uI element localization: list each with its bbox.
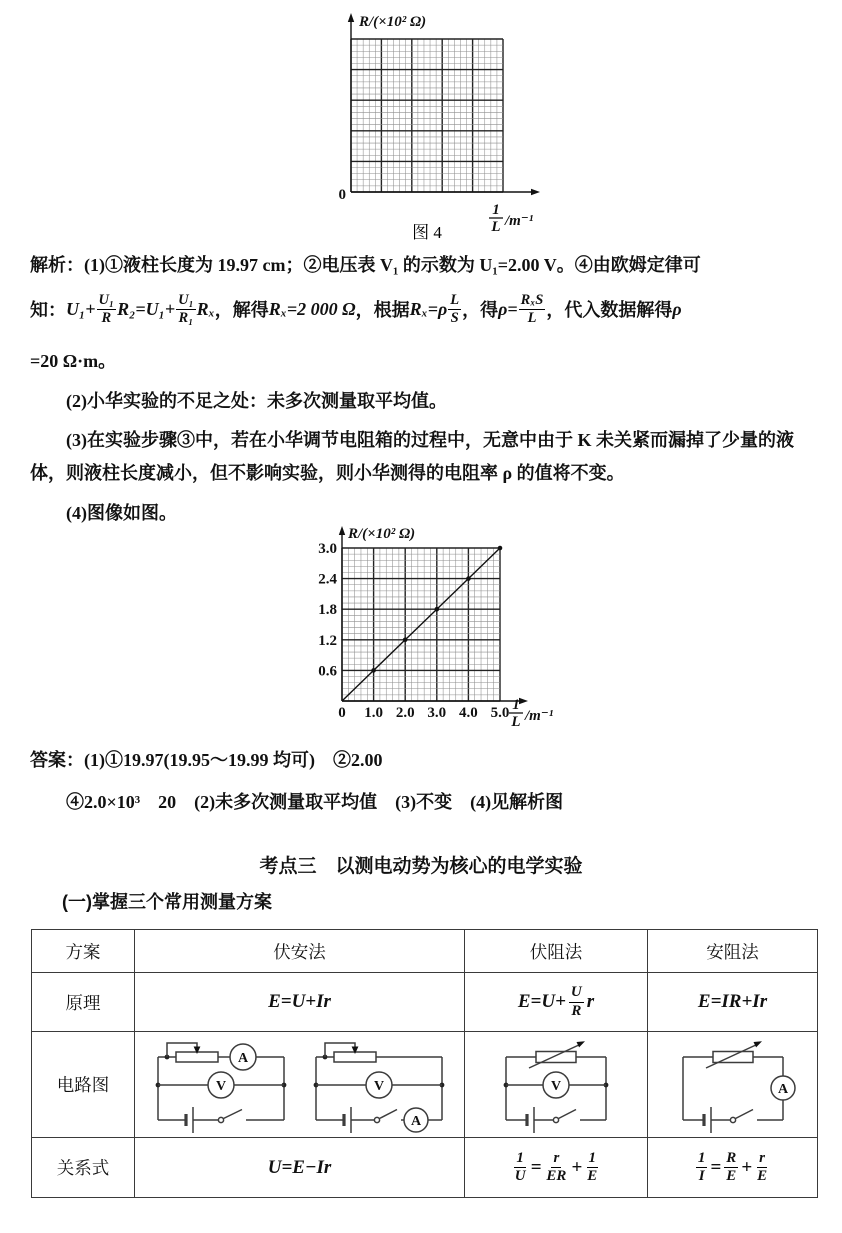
fraction: $\frac{r}{E}$	[757, 1149, 768, 1184]
circuit-voltammeter-external	[143, 1035, 299, 1135]
result-x-axis-label	[509, 697, 553, 730]
svg-text:3.0: 3.0	[427, 705, 447, 721]
solution-line1: 解析：(1)①液柱长度为 19.97 cm；②电压表 V₁ 的示数为 U₁=2.00 V。④由欧姆定律可	[30, 255, 701, 275]
figure4-y-arrow-icon	[348, 13, 354, 22]
answer-label: 答案：	[30, 750, 84, 770]
solution-line3: =20 Ω·m。	[30, 351, 117, 371]
figure4-grid	[351, 39, 503, 192]
relation-ar: $\frac{1}{I}$ = $\frac{R}{E}$ + $\frac{r}{E}$	[697, 1149, 768, 1184]
circuit-ammresistor	[655, 1035, 811, 1135]
section-title: 考点三 以测电动势为核心的电学实验	[259, 856, 583, 877]
fraction: $\frac{\text{U₁}}{R}$	[98, 291, 115, 326]
result-line-chart	[300, 522, 555, 742]
circuit-voltresistor	[478, 1035, 634, 1135]
circuit-cell-volt-resistor	[465, 1032, 648, 1138]
fraction: $\frac{R}{E}$	[726, 1149, 737, 1184]
solution-p3: (3)在实验步骤③中，若在小华调节电阻箱的过程中，无意中由于 K 未关紧而漏掉了少量的液体，则液柱长度减小，但不影响实验，则小华测得的电阻率 ρ 的值将不变。	[30, 430, 794, 483]
variable-resistor-arrow-icon	[577, 1041, 586, 1047]
svg-text:1: 1	[512, 697, 520, 713]
fraction: $\frac{1}{E}$	[587, 1149, 598, 1184]
variable-resistor-icon	[536, 1051, 576, 1062]
switch-icon	[553, 1117, 558, 1122]
table-header-volt-ammeter: 伏安法	[135, 930, 465, 973]
fraction: $\frac{1}{I}$	[697, 1149, 706, 1184]
variable-resistor-icon	[713, 1051, 753, 1062]
result-y-axis-label: R/(×10² Ω)	[348, 526, 416, 542]
svg-text:A: A	[237, 1050, 248, 1066]
figure4-origin-label: 0	[338, 187, 346, 203]
svg-text:2.4: 2.4	[318, 571, 337, 588]
row-label-circuit: 电路图	[32, 1032, 135, 1138]
figure4-y-axis-label: R/(×10² Ω)	[359, 14, 427, 30]
svg-text:0.6: 0.6	[318, 663, 337, 680]
answer-line2: ④2.0×10³ 20 (2)未多次测量取平均值 (3)不变 (4)见解析图	[66, 792, 564, 812]
svg-text:0: 0	[338, 705, 346, 721]
fraction: $\frac{U}{R}$	[570, 984, 582, 1019]
answer-line1: 答案：(1)①19.97(19.95～19.99 均可) ②2.00	[30, 750, 383, 770]
section-subtitle: (一)掌握三个常用测量方案	[62, 892, 272, 912]
principle-va: E=U+Ir	[135, 973, 465, 1032]
relation-vr: $\frac{1}{U}$ = $\frac{r}{ER}$ + $\frac{1}{E}$	[465, 1138, 648, 1197]
fraction: $\frac{\text{U₁}}{\text{R₁}}$	[178, 291, 194, 326]
svg-text:V: V	[550, 1078, 562, 1094]
row-label-relation: 关系式	[32, 1138, 135, 1197]
svg-text:V: V	[373, 1078, 384, 1094]
svg-text:A: A	[410, 1113, 421, 1129]
svg-text:A: A	[777, 1081, 788, 1097]
table-header-ammeter-resistor: 安阻法	[648, 930, 817, 973]
figure4-caption: 图 4	[412, 223, 442, 242]
figure4-blank-grid-chart	[333, 8, 573, 246]
solution-formula-line: 知： U₁+ $\frac{\text{U₁}}{R}$ R₂=U₁+ $\frac{\text{U₁}}{\text{R₁}}$ Rₓ ，解得 Rₓ=2 000 Ω ，根据 Rₓ=ρ $\frac{L}{S}$ ，得 ρ= $\frac{\text{RₓS}}{L}$ ，代入数据解得 ρ	[30, 291, 682, 326]
result-plot-line	[342, 546, 502, 701]
circuit-cell-ammeter-resistor	[648, 1032, 817, 1138]
svg-text:3.0: 3.0	[318, 541, 337, 557]
fraction: $\frac{r}{ER}$	[546, 1149, 567, 1184]
row-label-principle: 原理	[32, 973, 135, 1032]
measurement-schemes-table	[31, 929, 818, 1198]
svg-text:V: V	[215, 1078, 226, 1094]
svg-text:L: L	[511, 714, 521, 730]
relation-va: U=E−Ir	[135, 1138, 465, 1197]
principle-ar: E=IR+Ir	[648, 973, 817, 1032]
figure4-x-axis-label	[489, 202, 533, 235]
svg-text:1.8: 1.8	[318, 602, 337, 619]
svg-text:4.0: 4.0	[459, 705, 478, 721]
svg-text:1: 1	[492, 202, 500, 218]
circuit-cell-volt-ammeter	[135, 1032, 465, 1138]
result-x-ticks	[338, 705, 509, 721]
principle-vr: E=U+ $\frac{U}{R}$ r	[465, 973, 648, 1032]
svg-text:/m⁻¹: /m⁻¹	[525, 708, 554, 724]
solution-p2: (2)小华实验的不足之处：未多次测量取平均值。	[66, 391, 447, 411]
result-x-arrow-icon	[519, 698, 528, 704]
fraction: $\frac{1}{U}$	[514, 1149, 526, 1184]
result-y-arrow-icon	[339, 526, 345, 535]
switch-icon	[218, 1117, 223, 1122]
table-header-volt-resistor: 伏阻法	[465, 930, 648, 973]
table-header-scheme: 方案	[32, 930, 135, 973]
figure4-x-arrow-icon	[531, 189, 540, 195]
fraction: $\frac{L}{S}$	[450, 291, 460, 326]
solution-p4: (4)图像如图。	[66, 503, 177, 523]
svg-text:L: L	[491, 219, 501, 235]
svg-text:/m⁻¹: /m⁻¹	[505, 213, 534, 229]
svg-text:1.2: 1.2	[318, 632, 337, 649]
svg-text:2.0: 2.0	[395, 705, 415, 721]
result-y-ticks	[318, 541, 337, 679]
fraction: $\frac{\text{RₓS}}{L}$	[520, 291, 544, 326]
svg-text:1.0: 1.0	[364, 705, 383, 721]
switch-icon	[374, 1117, 379, 1122]
variable-resistor-arrow-icon	[753, 1041, 762, 1047]
svg-text:5.0: 5.0	[490, 705, 510, 721]
switch-icon	[730, 1117, 735, 1122]
solution-label: 解析：	[30, 255, 84, 275]
circuit-voltammeter-internal	[301, 1035, 457, 1135]
